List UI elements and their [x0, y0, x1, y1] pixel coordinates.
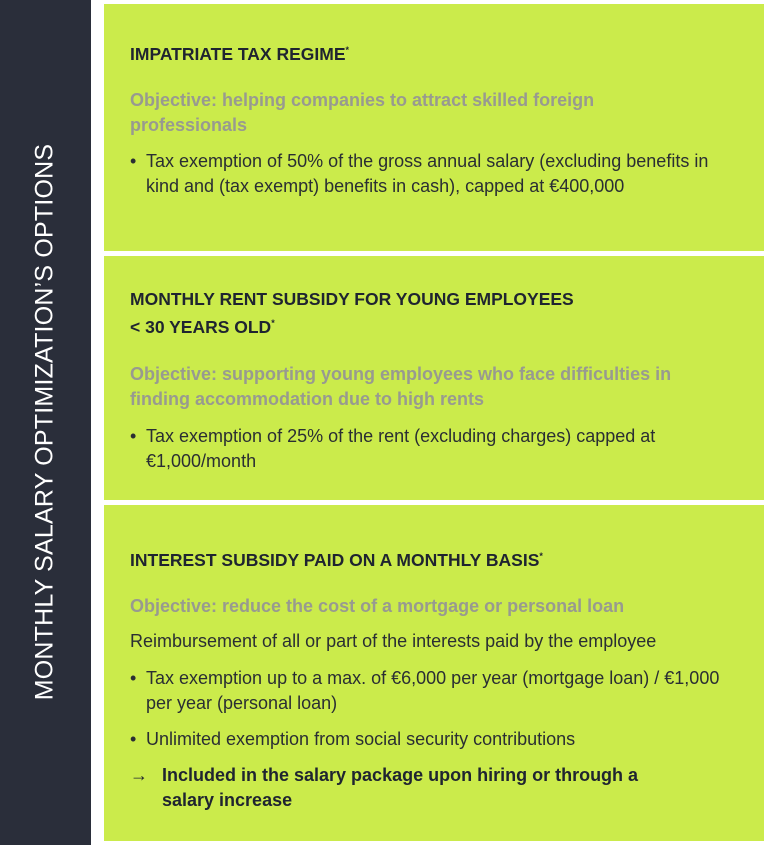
- sidebar-title: MONTHLY SALARY OPTIMIZATION’S OPTIONS: [30, 143, 59, 701]
- list-item: • Tax exemption of 50% of the gross annual salary (excluding benefits in kind and (tax exempt) benefits in cash), capped at €400,000: [130, 151, 709, 196]
- section-heading-line2: < 30 YEARS OLD*: [130, 317, 275, 337]
- section-interest-subsidy: [104, 505, 764, 841]
- list-item: • Tax exemption of 25% of the rent (excluding charges) capped at €1,000/month: [130, 426, 656, 471]
- sidebar: [0, 0, 91, 845]
- section-heading: IMPATRIATE TAX REGIME*: [130, 44, 350, 64]
- list-item: • Unlimited exemption from social security contributions: [130, 727, 744, 752]
- bullet-icon: •: [130, 729, 137, 749]
- section-objective: Objective: reduce the cost of a mortgage or personal loan: [130, 596, 625, 616]
- section-heading: INTEREST SUBSIDY PAID ON A MONTHLY BASIS*: [130, 550, 543, 570]
- section-heading: MONTHLY RENT SUBSIDY FOR YOUNG EMPLOYEES: [130, 289, 574, 309]
- section-description: Reimbursement of all or part of the interests paid by the employee: [130, 631, 657, 651]
- arrow-right-icon: →: [130, 765, 148, 785]
- bullet-icon: •: [130, 426, 137, 446]
- bullet-icon: •: [130, 668, 137, 688]
- section-rent-subsidy: [104, 256, 764, 500]
- section-objective: Objective: supporting young employees who face difficulties in finding accommodation due to high rents: [130, 364, 672, 409]
- arrow-note: → Included in the salary package upon hiring or through a salary increase: [130, 765, 639, 810]
- section-impatriate-tax-regime: [104, 4, 764, 251]
- bullet-icon: •: [130, 151, 137, 171]
- list-item: • Tax exemption up to a max. of €6,000 per year (mortgage loan) / €1,000 per year (personal loan): [130, 668, 720, 713]
- section-objective: Objective: helping companies to attract skilled foreign professionals: [130, 90, 595, 135]
